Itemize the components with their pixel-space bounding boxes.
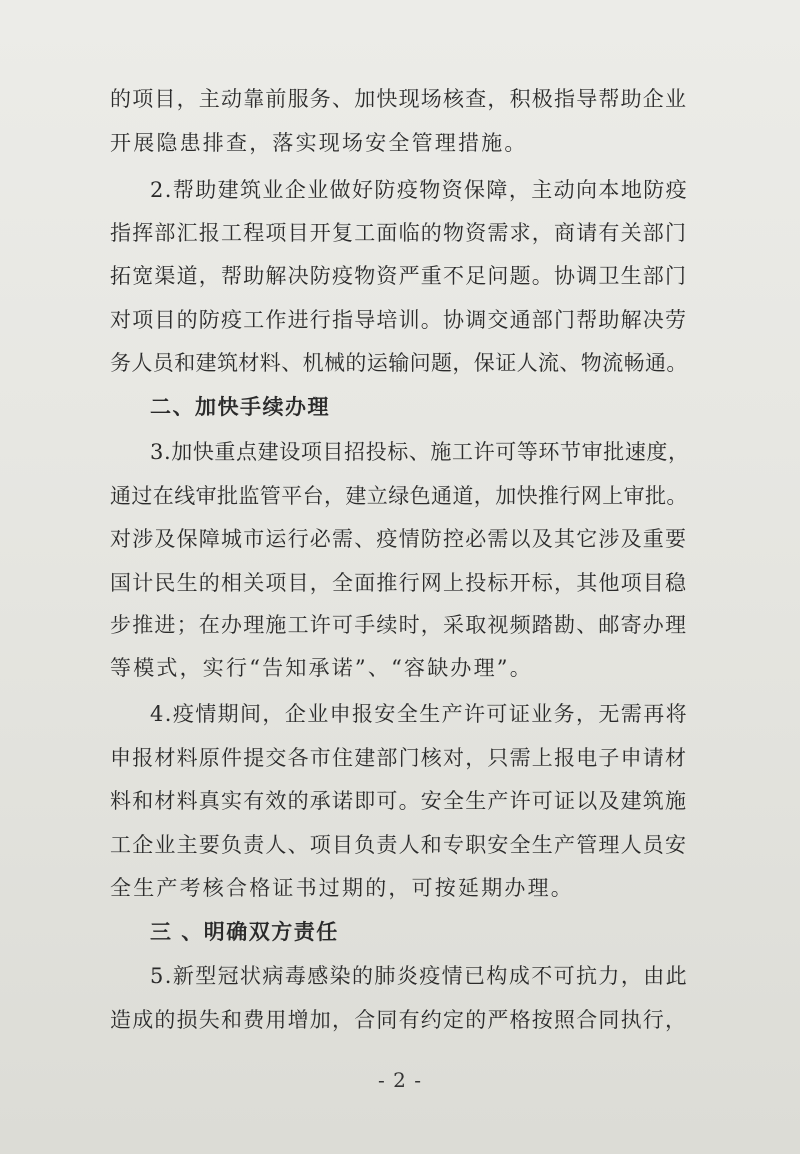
paragraph-line: 2.帮助建筑业企业做好防疫物资保障，主动向本地防疫 bbox=[150, 178, 689, 202]
paragraph-line: 国计民生的相关项目，全面推行网上投标开标，其他项目稳 bbox=[110, 571, 688, 595]
paragraph-line: 开展隐患排查，落实现场安全管理措施。 bbox=[110, 131, 528, 155]
paragraph-line: 等模式，实行“告知承诺”、“容缺办理”。 bbox=[110, 656, 533, 680]
paragraph-line: 对涉及保障城市运行必需、疫情防控必需以及其它涉及重要 bbox=[110, 527, 688, 551]
paragraph-line: 的项目，主动靠前服务、加快现场核查，积极指导帮助企业 bbox=[110, 87, 688, 111]
paragraph-line: 拓宽渠道，帮助解决防疫物资严重不足问题。协调卫生部门 bbox=[110, 264, 688, 288]
paragraph-line: 步推进；在办理施工许可手续时，采取视频踏勘、邮寄办理 bbox=[110, 613, 688, 637]
paragraph-line: 全生产考核合格证书过期的，可按延期办理。 bbox=[110, 876, 574, 900]
paragraph-line: 5.新型冠状病毒感染的肺炎疫情已构成不可抗力，由此 bbox=[150, 964, 689, 988]
section-heading: 二、加快手续办理 bbox=[150, 395, 330, 419]
paragraph-line: 料和材料真实有效的承诺即可。安全生产许可证以及建筑施 bbox=[110, 789, 688, 813]
paragraph-line: 通过在线审批监管平台，建立绿色通道，加快推行网上审批。 bbox=[110, 484, 688, 508]
paragraph-line: 工企业主要负责人、项目负责人和专职安全生产管理人员安 bbox=[110, 833, 688, 857]
paragraph-line: 指挥部汇报工程项目开复工面临的物资需求，商请有关部门 bbox=[110, 221, 688, 245]
page-number: - 2 - bbox=[378, 1068, 422, 1092]
paragraph-line: 3.加快重点建设项目招投标、施工许可等环节审批速度， bbox=[150, 440, 690, 464]
paragraph-line: 造成的损失和费用增加，合同有约定的严格按照合同执行， bbox=[110, 1008, 688, 1032]
section-heading: 三 、明确双方责任 bbox=[150, 920, 339, 944]
paragraph-line: 对项目的防疫工作进行指导培训。协调交通部门帮助解决劳 bbox=[110, 308, 688, 332]
paragraph-line: 4.疫情期间，企业申报安全生产许可证业务，无需再将 bbox=[150, 702, 689, 726]
paragraph-line: 务人员和建筑材料、机械的运输问题，保证人流、物流畅通。 bbox=[110, 351, 688, 375]
paragraph-line: 申报材料原件提交各市住建部门核对，只需上报电子申请材 bbox=[110, 746, 688, 770]
